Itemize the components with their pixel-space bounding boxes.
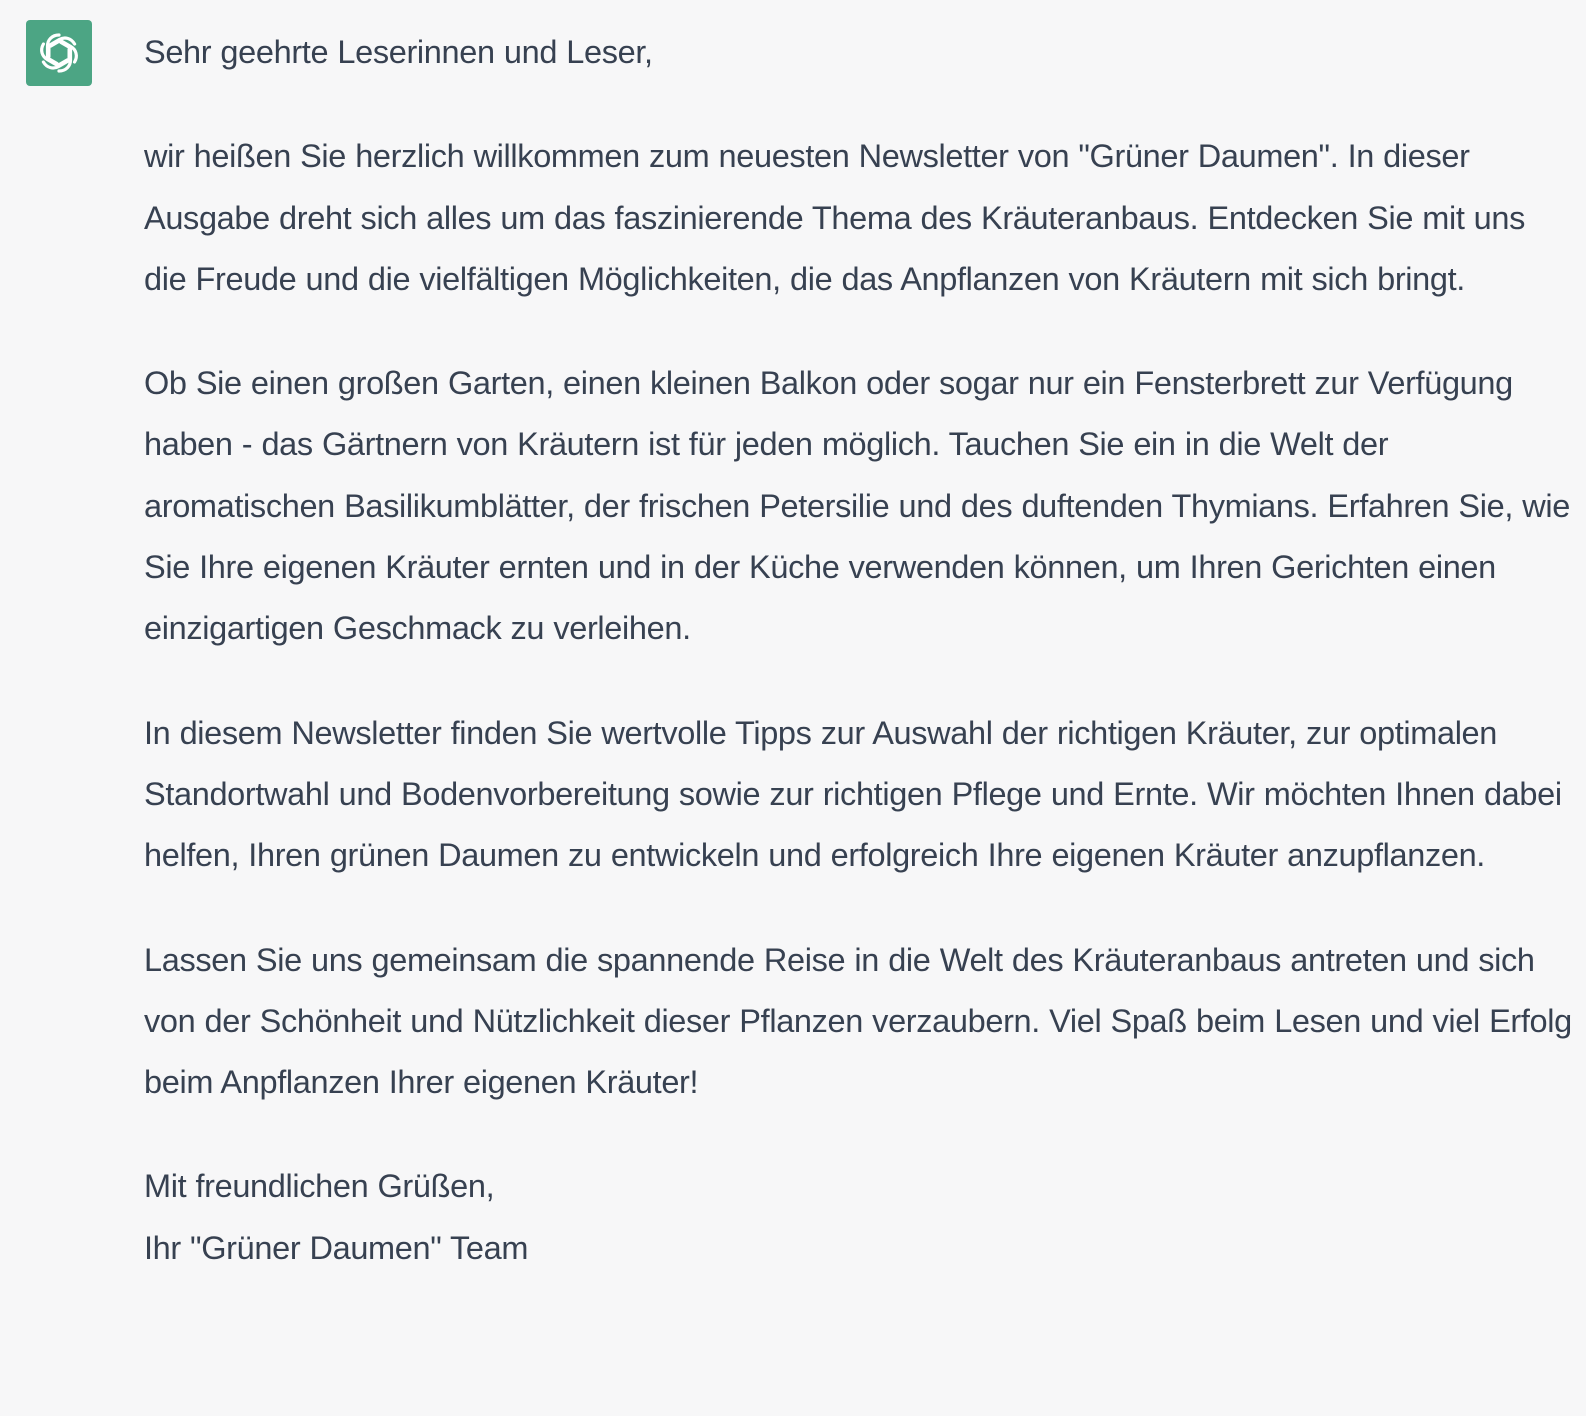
closing-block	[144, 1156, 1574, 1279]
closing-text: Mit freundlichen Grüßen,	[144, 1168, 495, 1205]
signature-text: Ihr "Grüner Daumen" Team	[144, 1229, 529, 1266]
assistant-avatar	[26, 20, 92, 86]
paragraph-tips: In diesem Newsletter finden Sie wertvolle Tipps zur Auswahl der richtigen Kräuter, zur optimalen Standortwahl und Bodenvorbereitung sowie zur richtigen Pflege und Ernte. Wir möchten Ihnen dabei helfen, Ihren grünen Daumen zu entwickeln und erfolgreich Ihre eigenen Kräuter anzupflanzen.	[144, 714, 1562, 874]
openai-logo-icon	[35, 29, 83, 77]
paragraph-intro: wir heißen Sie herzlich willkommen zum neuesten Newsletter von "Grüner Daumen". In dieser Ausgabe dreht sich alles um das faszinierende Thema des Kräuteranbaus. Entdecken Sie mit uns die Freude und die vielfältigen Möglichkeiten, die das Anpflanzen von Kräutern mit sich bringt.	[144, 138, 1526, 297]
paragraph-gardening: Ob Sie einen großen Garten, einen kleinen Balkon oder sogar nur ein Fensterbrett zur Verfügung haben - das Gärtnern von Kräutern ist für jeden möglich. Tauchen Sie ein in die Welt der aromatischen Basilikumblätter, der frischen Petersilie und des duftenden Thymians. Erfahren Sie, wie Sie Ihre eigenen Kräuter ernten und in der Küche verwenden können, um Ihren Gerichten einen einzigartigen Geschmack zu verleihen.	[144, 365, 1570, 647]
greeting-text: Sehr geehrte Leserinnen und Leser,	[144, 34, 653, 70]
paragraph-invitation: Lassen Sie uns gemeinsam die spannende Reise in die Welt des Kräuteranbaus antreten und sich von der Schönheit und Nützlichkeit dieser Pflanzen verzaubern. Viel Spaß beim Lesen und viel Erfolg beim Anpflanzen Ihrer eigenen Kräuter!	[144, 941, 1572, 1101]
message-content	[144, 22, 1574, 1279]
